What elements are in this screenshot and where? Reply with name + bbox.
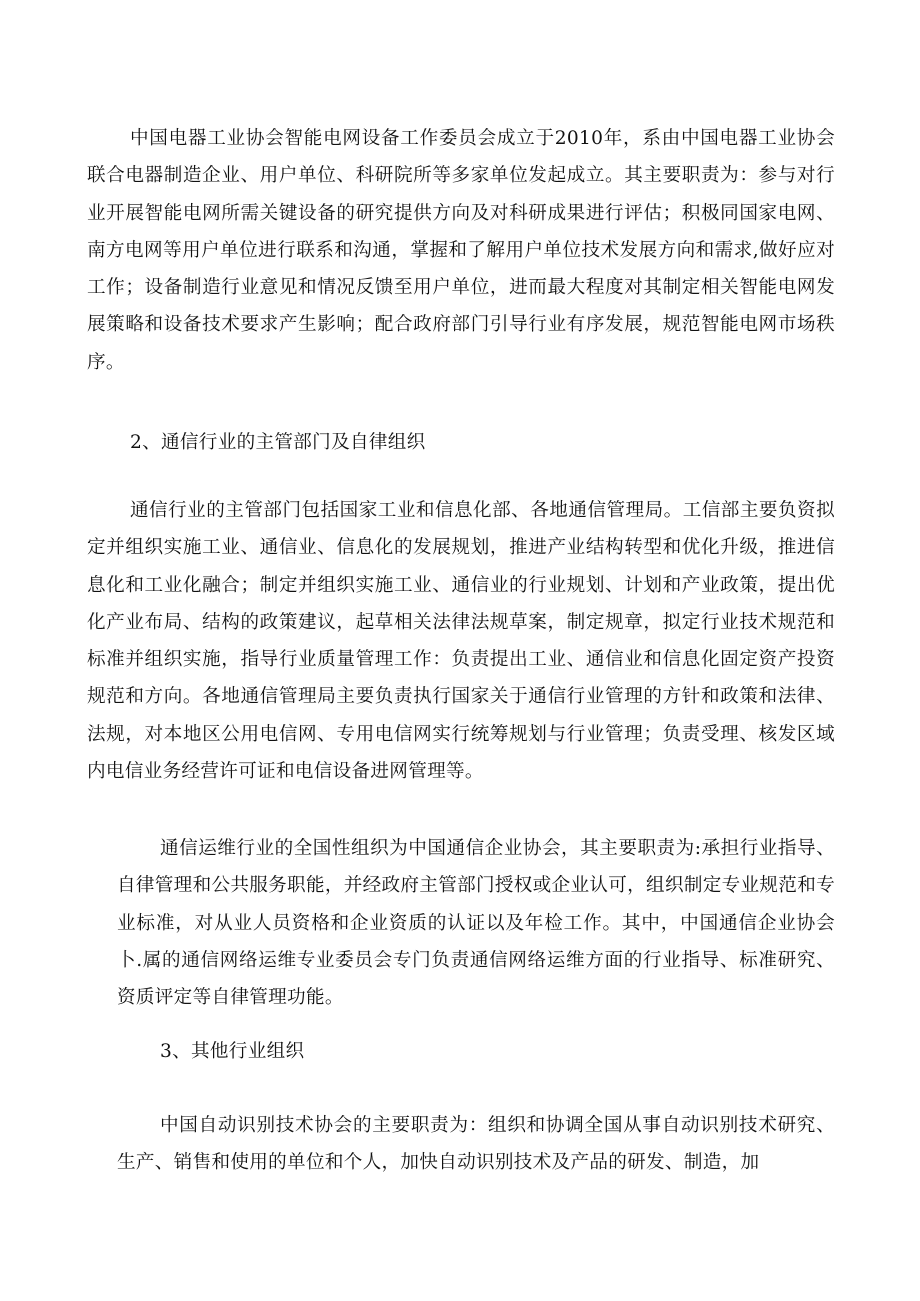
paragraph-electrical-committee: 中国电器工业协会智能电网设备工作委员会成立于2010年，系由中国电器工业协会联合电器制造企业、用户单位、科研院所等多家单位发起成立。其主要职责为：参与对行业开展智能电网所需关键设备的研究提供方向及对科研成果进行评估；积极同国家电网、南方电网等用户单位进行联系和沟通，掌握和了解用户单位技术发展方向和需求,做好应对工作；设备制造行业意见和情况反馈至用户单位，进而最大程度对其制定相关智能电网发展策略和设备技术要求产生影响；配合政府部门引导行业有序发展，规范智能电网市场秩序。 [87,128,835,373]
section-heading-telecom-authorities: 2、通信行业的主管部门及自律组织 [130,432,426,453]
paragraph-auto-id-association: 中国自动识别技术协会的主要职责为：组织和协调全国从事自动识别技术研究、生产、销售和使用的单位和个人，加快自动识别技术及产品的研发、制造，加 [117,1115,835,1174]
paragraph-telecom-association: 通信运维行业的全国性组织为中国通信企业协会，其主要职责为:承担行业指导、自律管理和公共服务职能，并经政府主管部门授权或企业认可，组织制定专业规范和专业标准，对从业人员资格和企业资质的认证以及年检工作。其中，中国通信企业协会卜.属的通信网络运维专业委员会专门负责通信网络运维方面的行业指导、标准研究、资质评定等自律管理功能。 [117,838,835,1009]
paragraph-telecom-authorities: 通信行业的主管部门包括国家工业和信息化部、各地通信管理局。工信部主要负资拟定并组织实施工业、通信业、信息化的发展规划，推进产业结构转型和优化升级，推进信息化和工业化融合；制定并组织实施工业、通信业的行业规划、计划和产业政策，提出优化产业布局、结构的政策建议，起草相关法律法规草案，制定规章，拟定行业技术规范和标准并组织实施，指导行业质量管理工作：负责提出工业、通信业和信息化固定资产投资规范和方向。各地通信管理局主要负责执行国家关于通信行业管理的方针和政策和法律、法规，对本地区公用电信网、专用电信网实行统筹规划与行业管理；负责受理、核发区域内电信业务经营许可证和电信设备进网管理等。 [87,500,835,783]
section-heading-other-organizations: 3、其他行业组织 [160,1041,305,1062]
